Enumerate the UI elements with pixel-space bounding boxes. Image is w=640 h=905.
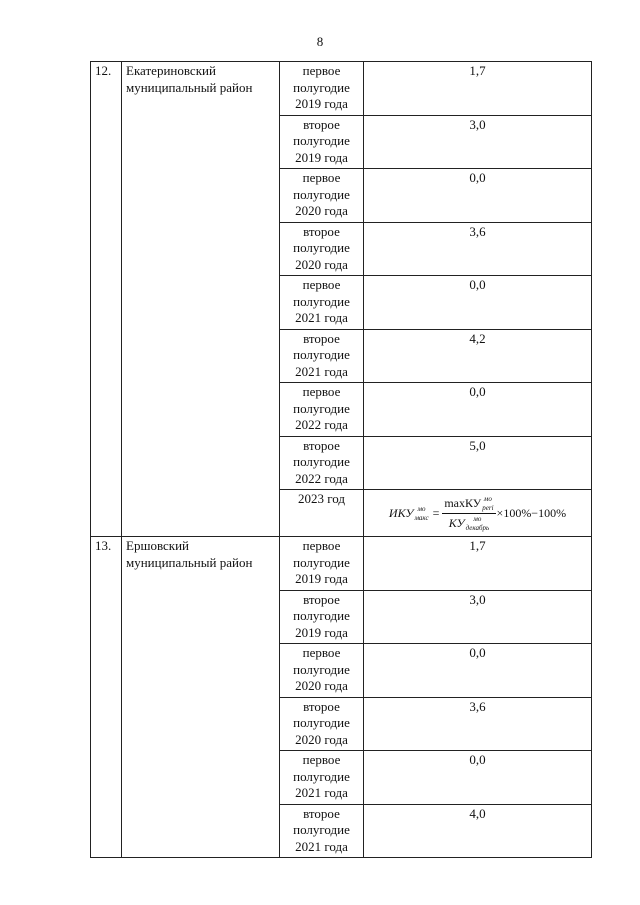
formula-lhs-sub: макс — [414, 514, 429, 522]
formula-fraction — [442, 495, 495, 532]
formula-num-index — [482, 495, 493, 512]
period-cell: первое полугодие 2020 года — [280, 644, 364, 698]
formula-num-sup: мо — [483, 495, 492, 503]
formula-den-sub: декабрь — [465, 524, 490, 532]
district-name: Ершовский муниципальный район — [122, 537, 280, 858]
period-cell: второе полугодие 2019 года — [280, 115, 364, 169]
period-cell: второе полугодие 2021 года — [280, 804, 364, 858]
district-number: 13. — [91, 537, 122, 858]
formula-num-main: maxКУ — [444, 496, 482, 511]
formula-numerator — [442, 495, 495, 514]
period-cell: первое полугодие 2022 года — [280, 383, 364, 437]
value-cell: 0,0 — [364, 169, 592, 223]
indicator-table — [90, 61, 592, 858]
period-cell: второе полугодие 2020 года — [280, 697, 364, 751]
district-number: 12. — [91, 62, 122, 537]
value-cell: 0,0 — [364, 644, 592, 698]
value-cell: 4,0 — [364, 804, 592, 858]
formula-den-index — [466, 515, 490, 532]
period-cell: первое полугодие 2020 года — [280, 169, 364, 223]
formula-den-main: КУ — [448, 516, 465, 531]
period-cell: первое полугодие 2019 года — [280, 62, 364, 116]
formula-denominator — [447, 514, 491, 532]
table-row — [91, 62, 592, 116]
formula-lhs: ИКУ — [388, 506, 414, 521]
value-cell: 0,0 — [364, 276, 592, 330]
period-cell: второе полугодие 2019 года — [280, 590, 364, 644]
period-cell: первое полугодие 2019 года — [280, 537, 364, 591]
value-cell: 3,6 — [364, 222, 592, 276]
formula — [366, 495, 589, 532]
value-cell: 3,0 — [364, 115, 592, 169]
formula-num-sub: peri — [482, 504, 494, 512]
value-cell: 3,0 — [364, 590, 592, 644]
value-cell: 0,0 — [364, 751, 592, 805]
district-name: Екатериновский муниципальный район — [122, 62, 280, 537]
value-cell: 4,2 — [364, 329, 592, 383]
period-cell: второе полугодие 2020 года — [280, 222, 364, 276]
formula-den-sup: мо — [473, 515, 482, 523]
period-cell: второе полугодие 2022 года — [280, 436, 364, 490]
formula-lhs-index — [414, 505, 428, 522]
value-cell: 3,6 — [364, 697, 592, 751]
value-cell: 1,7 — [364, 537, 592, 591]
formula-cell — [364, 490, 592, 537]
value-cell: 0,0 — [364, 383, 592, 437]
period-cell: 2023 год — [280, 490, 364, 537]
period-cell: первое полугодие 2021 года — [280, 276, 364, 330]
value-cell: 1,7 — [364, 62, 592, 116]
table-row — [91, 537, 592, 591]
formula-tail: ×100%−100% — [496, 506, 567, 521]
value-cell: 5,0 — [364, 436, 592, 490]
page-number: 8 — [316, 34, 324, 49]
period-cell: первое полугодие 2021 года — [280, 751, 364, 805]
formula-equals: = — [432, 506, 440, 521]
period-cell: второе полугодие 2021 года — [280, 329, 364, 383]
formula-lhs-sup: мо — [417, 505, 426, 513]
